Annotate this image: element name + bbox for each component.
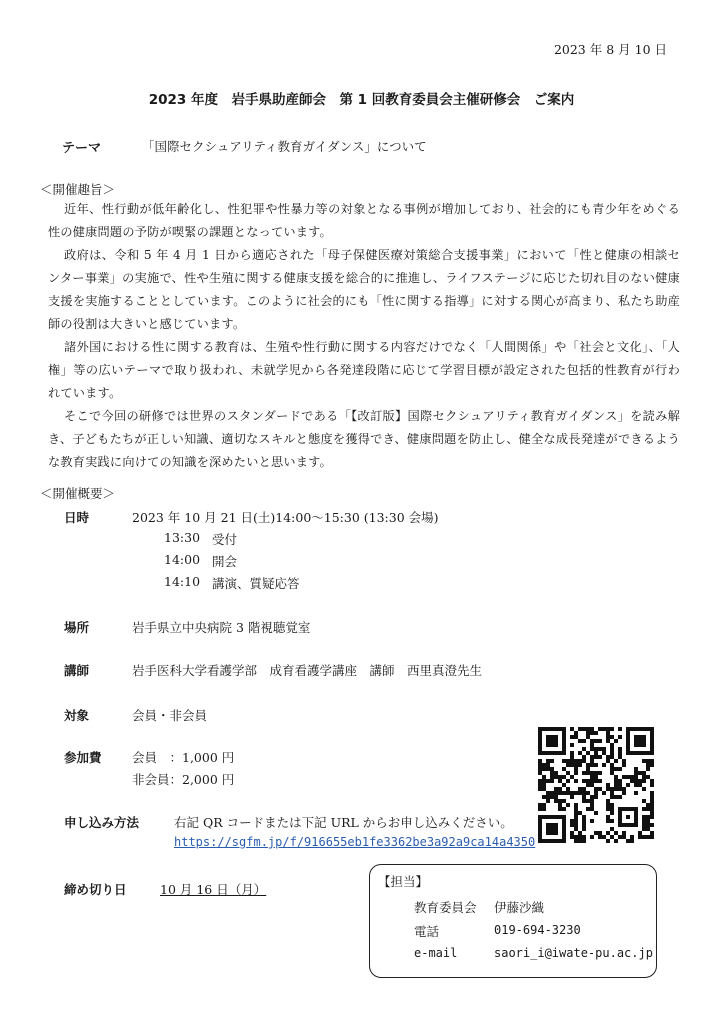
lecturer-value: 岩手医科大学看護学部 成育看護学講座 講師 西里真澄先生 <box>132 663 483 678</box>
contact-title: 【担当】 <box>378 874 429 889</box>
fee-nonmember: 非会員：2,000 円 <box>132 772 235 787</box>
purpose-paragraph: 諸外国における性に関する教育は、生殖や性行動に関する内容だけでなく「人間関係」や「社会と文化」、「人権」等の広いテーマで取り扱われ、未就学児から各発達段階に応じて学習目標が設定された包括的性教育が行われています。 <box>48 340 680 400</box>
purpose-paragraph: 近年、性行動が低年齢化し、性犯罪や性暴力等の対象となる事例が増加しており、社会的にも青少年をめぐる性の健康問題の予防が喫緊の課題となっています。 <box>48 202 680 239</box>
qr-code-icon[interactable] <box>538 727 654 843</box>
contact-phone: 019-694-3230 <box>494 923 581 937</box>
contact-key: 電話 <box>414 924 440 939</box>
schedule-item: 講演、質疑応答 <box>212 576 300 591</box>
purpose-paragraph: そこで今回の研修では世界のスタンダードである「【改訂版】国際セクシュアリティ教育ガイダンス」を読み解き、子どもたちが正しい知識、適切なスキルと態度を獲得でき、健康問題を防止し、健全な成長発達ができるような教育実践に向けての知識を深めたいと思います。 <box>48 409 680 469</box>
fee-label: 参加費 <box>64 750 102 765</box>
apply-text: 右記 QR コードまたは下記 URL からお申し込みください。 <box>174 815 513 830</box>
target-label: 対象 <box>64 708 90 723</box>
apply-label: 申し込み方法 <box>64 815 140 830</box>
deadline-label: 締め切り日 <box>64 882 127 897</box>
theme-text: 「国際セクシュアリティ教育ガイダンス」について <box>142 139 427 154</box>
contact-value: 伊藤沙織 <box>494 900 545 915</box>
apply-url-link[interactable]: https://sgfm.jp/f/916655eb1fe3362be3a92a9ca14a4350 <box>174 835 536 849</box>
schedule-item: 開会 <box>212 554 238 569</box>
contact-email-link[interactable]: saori_i@iwate-pu.ac.jp <box>494 946 653 960</box>
document-date: 2023 年 8 月 10 日 <box>553 42 667 57</box>
place-value: 岩手県立中央病院 3 階視聴覚室 <box>132 620 311 635</box>
fee-member: 会員 ：1,000 円 <box>132 750 235 765</box>
schedule-item: 受付 <box>212 532 238 547</box>
target-value: 会員・非会員 <box>132 708 208 723</box>
datetime-value: 2023 年 10 月 21 日(土)14:00～15:30 (13:30 会場) <box>132 510 439 525</box>
document-title: 2023 年度 岩手県助産師会 第 1 回教育委員会主催研修会 ご案内 <box>148 92 575 108</box>
datetime-label: 日時 <box>64 510 90 525</box>
lecturer-label: 講師 <box>64 663 90 678</box>
schedule-time: 14:10 <box>164 574 201 589</box>
purpose-paragraph: 政府は、令和 5 年 4 月 1 日から適応された「母子保健医療対策総合支援事業」において「性と健康の相談センター事業」の実施で、性や生殖に関する健康支援を総合的に推進し、ライフステージに応じた切れ目のない健康支援を実施することとしています。このように社会的にも「性に関する指導」に対する関心が高まり、私たち助産師の役割は大きいと感じています。 <box>48 248 680 331</box>
place-label: 場所 <box>64 620 90 635</box>
purpose-heading: ＜開催趣旨＞ <box>40 182 116 197</box>
contact-key: e-mail <box>414 946 458 960</box>
deadline-value: 10 月 16 日（月） <box>160 882 267 897</box>
schedule-time: 13:30 <box>164 530 201 545</box>
overview-heading: ＜開催概要＞ <box>40 486 116 501</box>
contact-key: 教育委員会 <box>414 900 477 915</box>
theme-label: テーマ <box>62 141 102 156</box>
schedule-time: 14:00 <box>164 552 201 567</box>
